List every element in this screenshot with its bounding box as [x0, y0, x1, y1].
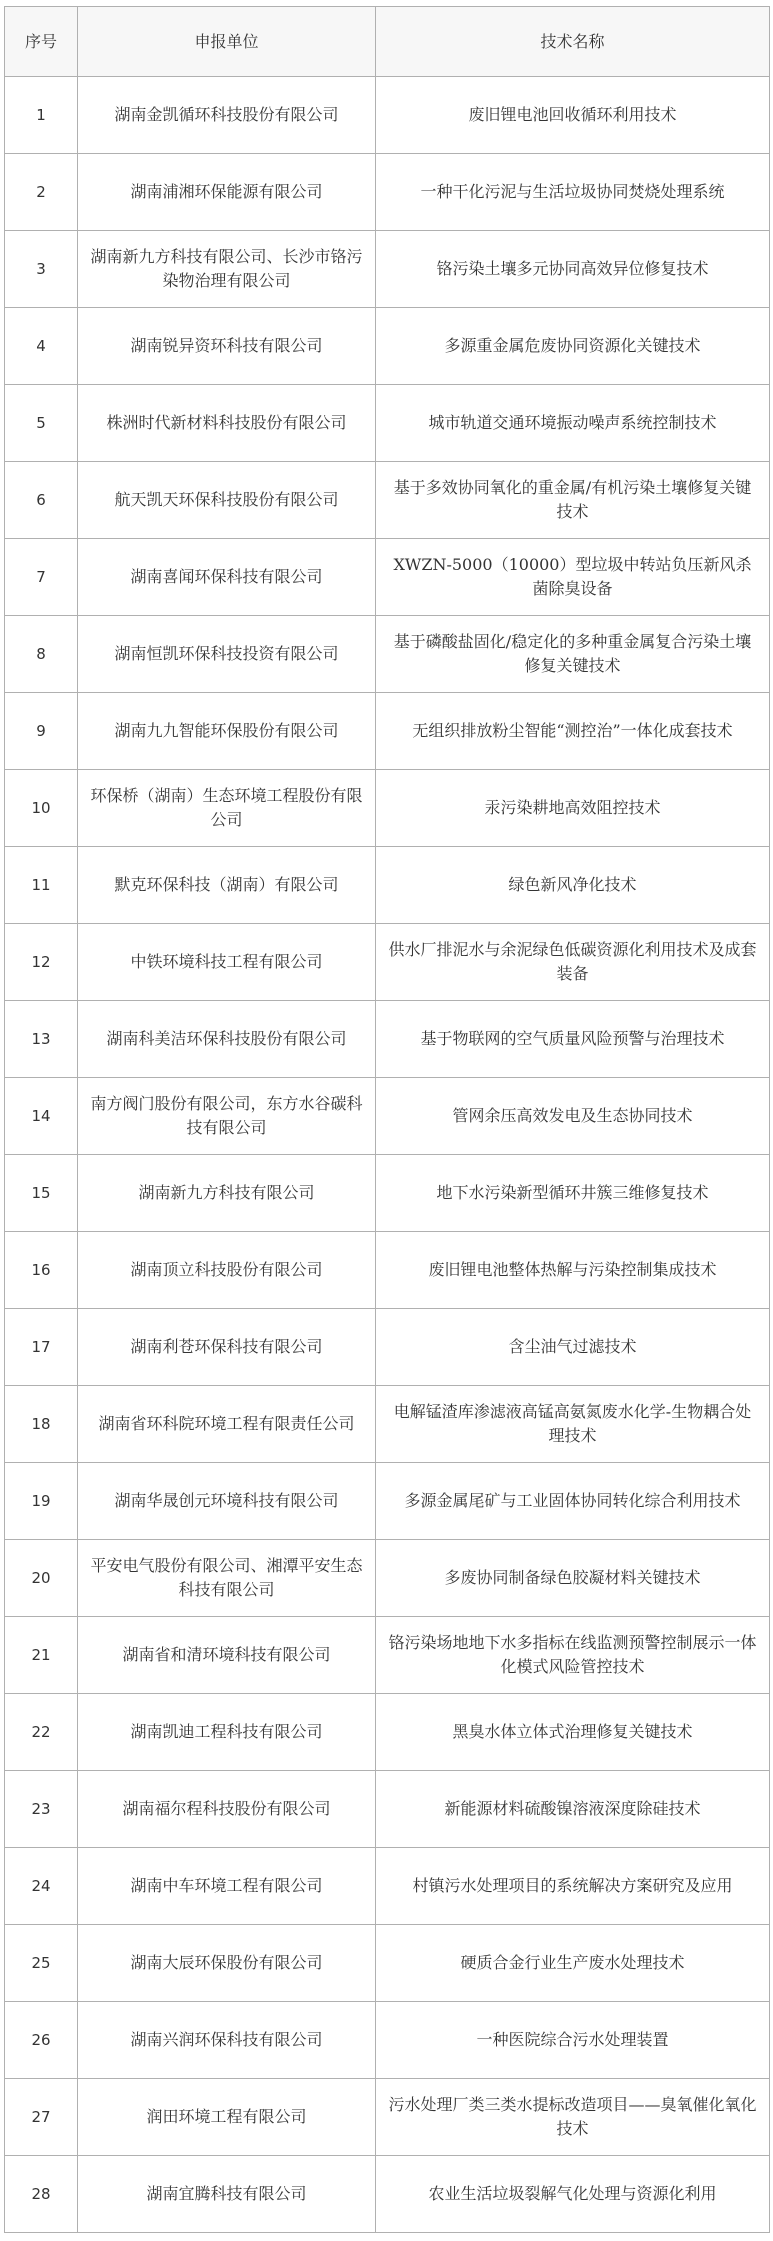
table-row	[5, 1771, 770, 1848]
cell-technology-name: 多废协同制备绿色胶凝材料关键技术	[376, 1540, 770, 1617]
table-row	[5, 1463, 770, 1540]
cell-technology-name: 供水厂排泥水与余泥绿色低碳资源化利用技术及成套装备	[376, 924, 770, 1001]
table-row	[5, 847, 770, 924]
table-row	[5, 1232, 770, 1309]
cell-technology-name: 黑臭水体立体式治理修复关键技术	[376, 1694, 770, 1771]
cell-serial-number: 17	[5, 1309, 78, 1386]
table-row	[5, 616, 770, 693]
cell-serial-number: 6	[5, 462, 78, 539]
cell-serial-number: 21	[5, 1617, 78, 1694]
cell-technology-name: 汞污染耕地高效阻控技术	[376, 770, 770, 847]
table-row	[5, 308, 770, 385]
cell-applicant-unit: 株洲时代新材料科技股份有限公司	[78, 385, 376, 462]
table-header	[5, 7, 770, 77]
cell-serial-number: 8	[5, 616, 78, 693]
table-row	[5, 231, 770, 308]
cell-serial-number: 24	[5, 1848, 78, 1925]
cell-technology-name: 废旧锂电池整体热解与污染控制集成技术	[376, 1232, 770, 1309]
table-row	[5, 924, 770, 1001]
cell-serial-number: 20	[5, 1540, 78, 1617]
cell-applicant-unit: 航天凯天环保科技股份有限公司	[78, 462, 376, 539]
cell-serial-number: 14	[5, 1078, 78, 1155]
cell-serial-number: 3	[5, 231, 78, 308]
table-row	[5, 77, 770, 154]
table-row	[5, 1694, 770, 1771]
cell-applicant-unit: 默克环保科技（湖南）有限公司	[78, 847, 376, 924]
cell-applicant-unit: 湖南金凯循环科技股份有限公司	[78, 77, 376, 154]
cell-serial-number: 25	[5, 1925, 78, 2002]
table-row	[5, 1617, 770, 1694]
header-serial-number: 序号	[5, 7, 78, 77]
cell-technology-name: 新能源材料硫酸镍溶液深度除硅技术	[376, 1771, 770, 1848]
cell-serial-number: 11	[5, 847, 78, 924]
cell-applicant-unit: 湖南宜腾科技有限公司	[78, 2156, 376, 2233]
cell-applicant-unit: 湖南锐异资环科技有限公司	[78, 308, 376, 385]
cell-technology-name: 废旧锂电池回收循环利用技术	[376, 77, 770, 154]
table-row	[5, 1001, 770, 1078]
cell-applicant-unit: 湖南恒凯环保科技投资有限公司	[78, 616, 376, 693]
cell-technology-name: 基于多效协同氧化的重金属/有机污染土壤修复关键技术	[376, 462, 770, 539]
cell-technology-name: 基于磷酸盐固化/稳定化的多种重金属复合污染土壤修复关键技术	[376, 616, 770, 693]
cell-serial-number: 23	[5, 1771, 78, 1848]
cell-applicant-unit: 环保桥（湖南）生态环境工程股份有限公司	[78, 770, 376, 847]
table-row	[5, 1540, 770, 1617]
cell-technology-name: XWZN-5000（10000）型垃圾中转站负压新风杀菌除臭设备	[376, 539, 770, 616]
cell-applicant-unit: 南方阀门股份有限公司，东方水谷碳科技有限公司	[78, 1078, 376, 1155]
cell-applicant-unit: 湖南省和清环境科技有限公司	[78, 1617, 376, 1694]
cell-serial-number: 26	[5, 2002, 78, 2079]
cell-applicant-unit: 湖南喜闻环保科技有限公司	[78, 539, 376, 616]
table-row	[5, 462, 770, 539]
cell-serial-number: 7	[5, 539, 78, 616]
cell-technology-name: 硬质合金行业生产废水处理技术	[376, 1925, 770, 2002]
table-row	[5, 1925, 770, 2002]
cell-serial-number: 18	[5, 1386, 78, 1463]
cell-applicant-unit: 湖南福尔程科技股份有限公司	[78, 1771, 376, 1848]
cell-serial-number: 9	[5, 693, 78, 770]
table-row	[5, 154, 770, 231]
cell-technology-name: 绿色新风净化技术	[376, 847, 770, 924]
table-row	[5, 1386, 770, 1463]
cell-technology-name: 管网余压高效发电及生态协同技术	[376, 1078, 770, 1155]
cell-serial-number: 13	[5, 1001, 78, 1078]
cell-technology-name: 基于物联网的空气质量风险预警与治理技术	[376, 1001, 770, 1078]
table-row	[5, 2079, 770, 2156]
cell-technology-name: 一种医院综合污水处理装置	[376, 2002, 770, 2079]
cell-serial-number: 28	[5, 2156, 78, 2233]
document-page	[4, 6, 769, 2233]
header-row	[5, 7, 770, 77]
cell-applicant-unit: 湖南凯迪工程科技有限公司	[78, 1694, 376, 1771]
cell-serial-number: 27	[5, 2079, 78, 2156]
cell-technology-name: 农业生活垃圾裂解气化处理与资源化利用	[376, 2156, 770, 2233]
table-row	[5, 1155, 770, 1232]
table-row	[5, 693, 770, 770]
cell-technology-name: 多源金属尾矿与工业固体协同转化综合利用技术	[376, 1463, 770, 1540]
table-row	[5, 539, 770, 616]
cell-technology-name: 电解锰渣库渗滤液高锰高氨氮废水化学-生物耦合处理技术	[376, 1386, 770, 1463]
cell-serial-number: 19	[5, 1463, 78, 1540]
table-body	[5, 77, 770, 2233]
table-row	[5, 1078, 770, 1155]
cell-technology-name: 城市轨道交通环境振动噪声系统控制技术	[376, 385, 770, 462]
cell-applicant-unit: 湖南顶立科技股份有限公司	[78, 1232, 376, 1309]
cell-serial-number: 4	[5, 308, 78, 385]
cell-applicant-unit: 湖南中车环境工程有限公司	[78, 1848, 376, 1925]
technology-list-table	[4, 6, 770, 2233]
table-row	[5, 770, 770, 847]
cell-applicant-unit: 湖南兴润环保科技有限公司	[78, 2002, 376, 2079]
table-row	[5, 1848, 770, 1925]
cell-applicant-unit: 湖南利苍环保科技有限公司	[78, 1309, 376, 1386]
cell-applicant-unit: 湖南浦湘环保能源有限公司	[78, 154, 376, 231]
cell-applicant-unit: 湖南九九智能环保股份有限公司	[78, 693, 376, 770]
cell-applicant-unit: 湖南大辰环保股份有限公司	[78, 1925, 376, 2002]
cell-technology-name: 多源重金属危废协同资源化关键技术	[376, 308, 770, 385]
table-row	[5, 385, 770, 462]
cell-serial-number: 16	[5, 1232, 78, 1309]
cell-applicant-unit: 湖南新九方科技有限公司、长沙市铬污染物治理有限公司	[78, 231, 376, 308]
cell-applicant-unit: 润田环境工程有限公司	[78, 2079, 376, 2156]
cell-technology-name: 铬污染土壤多元协同高效异位修复技术	[376, 231, 770, 308]
cell-technology-name: 村镇污水处理项目的系统解决方案研究及应用	[376, 1848, 770, 1925]
table-row	[5, 2156, 770, 2233]
cell-serial-number: 5	[5, 385, 78, 462]
cell-technology-name: 铬污染场地地下水多指标在线监测预警控制展示一体化模式风险管控技术	[376, 1617, 770, 1694]
cell-applicant-unit: 湖南科美洁环保科技股份有限公司	[78, 1001, 376, 1078]
cell-technology-name: 含尘油气过滤技术	[376, 1309, 770, 1386]
cell-serial-number: 15	[5, 1155, 78, 1232]
table-row	[5, 2002, 770, 2079]
header-applicant-unit: 申报单位	[78, 7, 376, 77]
cell-technology-name: 地下水污染新型循环井簇三维修复技术	[376, 1155, 770, 1232]
cell-technology-name: 一种干化污泥与生活垃圾协同焚烧处理系统	[376, 154, 770, 231]
cell-serial-number: 10	[5, 770, 78, 847]
cell-applicant-unit: 平安电气股份有限公司、湘潭平安生态科技有限公司	[78, 1540, 376, 1617]
cell-applicant-unit: 湖南华晟创元环境科技有限公司	[78, 1463, 376, 1540]
cell-technology-name: 无组织排放粉尘智能“测控治”一体化成套技术	[376, 693, 770, 770]
cell-serial-number: 2	[5, 154, 78, 231]
header-technology-name: 技术名称	[376, 7, 770, 77]
cell-applicant-unit: 湖南新九方科技有限公司	[78, 1155, 376, 1232]
cell-applicant-unit: 湖南省环科院环境工程有限责任公司	[78, 1386, 376, 1463]
cell-serial-number: 12	[5, 924, 78, 1001]
cell-applicant-unit: 中铁环境科技工程有限公司	[78, 924, 376, 1001]
cell-serial-number: 1	[5, 77, 78, 154]
cell-technology-name: 污水处理厂类三类水提标改造项目——臭氧催化氧化技术	[376, 2079, 770, 2156]
cell-serial-number: 22	[5, 1694, 78, 1771]
table-row	[5, 1309, 770, 1386]
